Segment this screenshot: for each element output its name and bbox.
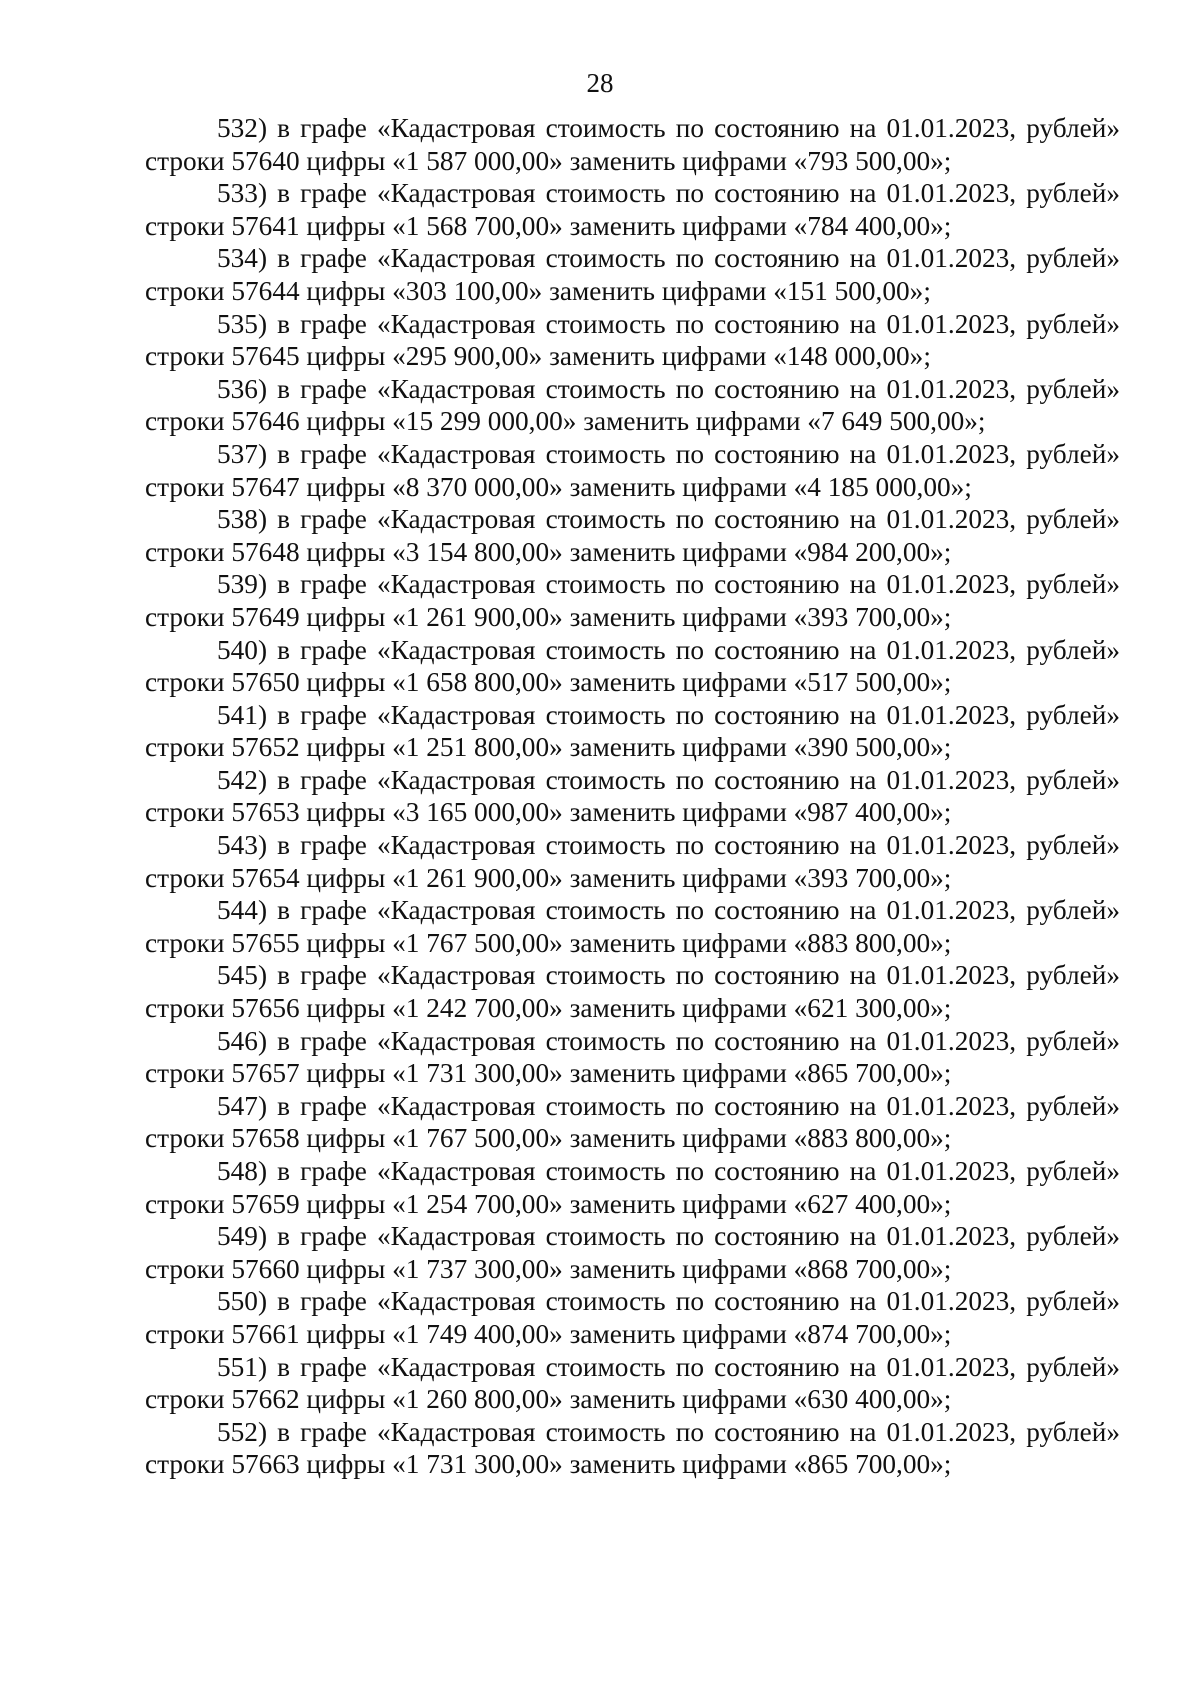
amendment-item: 546) в графе «Кадастровая стоимость по состоянию на 01.01.2023, рублей» строки 57657 цифры «1 731 300,00» заменить цифрами «865 700,00»; [145, 1025, 1120, 1089]
amendment-item: 541) в графе «Кадастровая стоимость по состоянию на 01.01.2023, рублей» строки 57652 цифры «1 251 800,00» заменить цифрами «390 500,00»; [145, 699, 1120, 763]
amendment-item: 540) в графе «Кадастровая стоимость по состоянию на 01.01.2023, рублей» строки 57650 цифры «1 658 800,00» заменить цифрами «517 500,00»; [145, 634, 1120, 698]
amendment-item: 543) в графе «Кадастровая стоимость по состоянию на 01.01.2023, рублей» строки 57654 цифры «1 261 900,00» заменить цифрами «393 700,00»; [145, 830, 1120, 893]
amendment-item: 552) в графе «Кадастровая стоимость по состоянию на 01.01.2023, рублей» строки 57663 цифры «1 731 300,00» заменить цифрами «865 700,00»; [145, 1416, 1120, 1480]
amendment-item: 538) в графе «Кадастровая стоимость по состоянию на 01.01.2023, рублей» строки 57648 цифры «3 154 800,00» заменить цифрами «984 200,00»; [145, 504, 1120, 567]
amendment-item: 537) в графе «Кадастровая стоимость по состоянию на 01.01.2023, рублей» строки 57647 цифры «8 370 000,00» заменить цифрами «4 185 000,00»; [145, 438, 1120, 502]
amendment-item: 548) в графе «Кадастровая стоимость по состоянию на 01.01.2023, рублей» строки 57659 цифры «1 254 700,00» заменить цифрами «627 400,00»; [145, 1156, 1120, 1219]
amendment-item: 534) в графе «Кадастровая стоимость по состоянию на 01.01.2023, рублей» строки 57644 цифры «303 100,00» заменить цифрами «151 500,00»; [145, 243, 1120, 306]
amendment-item: 549) в графе «Кадастровая стоимость по состоянию на 01.01.2023, рублей» строки 57660 цифры «1 737 300,00» заменить цифрами «868 700,00»; [145, 1221, 1120, 1284]
amendment-item: 535) в графе «Кадастровая стоимость по состоянию на 01.01.2023, рублей» строки 57645 цифры «295 900,00» заменить цифрами «148 000,00»; [145, 308, 1120, 372]
amendment-item: 545) в графе «Кадастровая стоимость по состоянию на 01.01.2023, рублей» строки 57656 цифры «1 242 700,00» заменить цифрами «621 300,00»; [145, 960, 1120, 1024]
document-body [145, 112, 1120, 1481]
amendment-item: 536) в графе «Кадастровая стоимость по состоянию на 01.01.2023, рублей» строки 57646 цифры «15 299 000,00» заменить цифрами «7 649 500,00»; [145, 373, 1120, 437]
amendment-item: 551) в графе «Кадастровая стоимость по состоянию на 01.01.2023, рублей» строки 57662 цифры «1 260 800,00» заменить цифрами «630 400,00»; [145, 1351, 1120, 1415]
amendment-item: 547) в графе «Кадастровая стоимость по состоянию на 01.01.2023, рублей» строки 57658 цифры «1 767 500,00» заменить цифрами «883 800,00»; [145, 1090, 1120, 1154]
page-number: 28 [586, 68, 614, 98]
amendment-item: 533) в графе «Кадастровая стоимость по состоянию на 01.01.2023, рублей» строки 57641 цифры «1 568 700,00» заменить цифрами «784 400,00»; [145, 178, 1120, 241]
amendment-item: 542) в графе «Кадастровая стоимость по состоянию на 01.01.2023, рублей» строки 57653 цифры «3 165 000,00» заменить цифрами «987 400,00»; [145, 764, 1120, 828]
amendment-item: 532) в графе «Кадастровая стоимость по состоянию на 01.01.2023, рублей» строки 57640 цифры «1 587 000,00» заменить цифрами «793 500,00»; [145, 113, 1120, 176]
amendment-item: 539) в графе «Кадастровая стоимость по состоянию на 01.01.2023, рублей» строки 57649 цифры «1 261 900,00» заменить цифрами «393 700,00»; [145, 569, 1120, 632]
amendment-item: 550) в графе «Кадастровая стоимость по состоянию на 01.01.2023, рублей» строки 57661 цифры «1 749 400,00» заменить цифрами «874 700,00»; [145, 1286, 1120, 1349]
amendment-item: 544) в графе «Кадастровая стоимость по состоянию на 01.01.2023, рублей» строки 57655 цифры «1 767 500,00» заменить цифрами «883 800,00»; [145, 895, 1120, 958]
